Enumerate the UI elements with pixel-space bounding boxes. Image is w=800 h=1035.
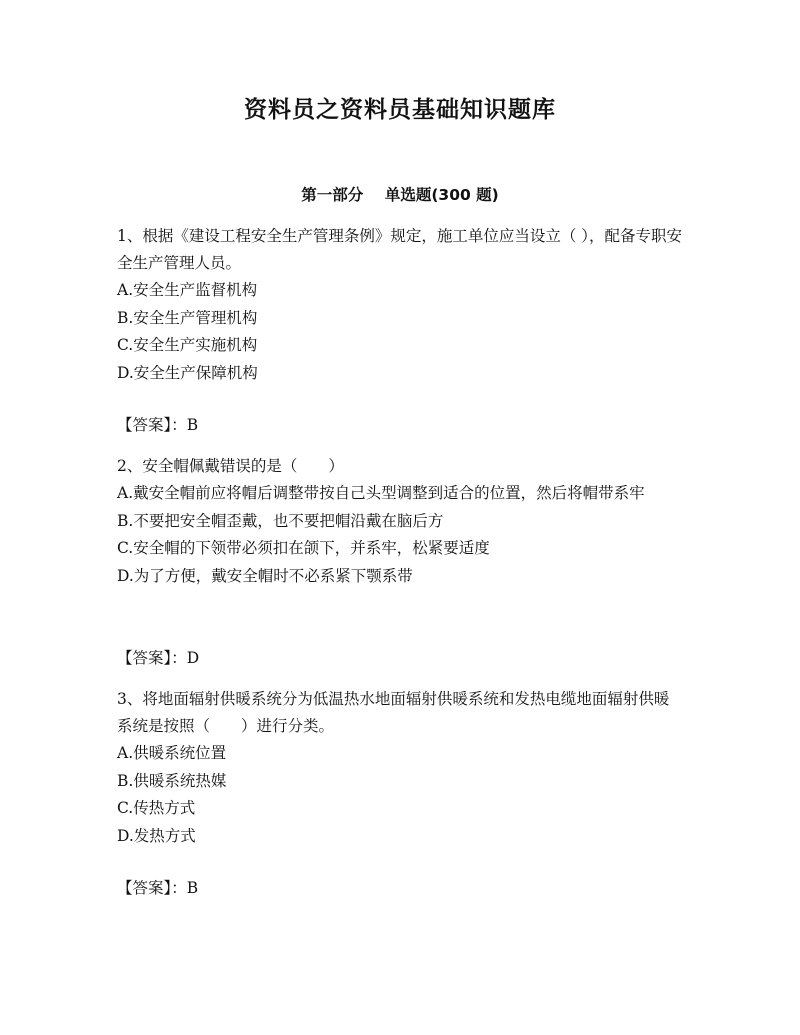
option-d: D.安全生产保障机构 bbox=[117, 363, 258, 382]
option-c: C.安全帽的下领带必须扣在颌下，并系牢，松紧要适度 bbox=[117, 539, 490, 557]
option-d: D.发热方式 bbox=[117, 826, 196, 845]
option-b: B.供暖系统热媒 bbox=[117, 771, 227, 790]
option-d: D.为了方便，戴安全帽时不必系紧下颚系带 bbox=[117, 566, 413, 585]
section-title: 第一部分 单选题(300 题) bbox=[301, 186, 499, 204]
option-b: B.安全生产管理机构 bbox=[117, 308, 258, 327]
answer-2: 【答案】：D bbox=[117, 649, 200, 667]
answer-1: 【答案】：B bbox=[117, 416, 199, 434]
question-stem: 3、将地面辐射供暖系统分为低温热水地面辐射供暖系统和发热电缆地面辐射供暖系统是按照（ ）进行分类。 bbox=[117, 690, 670, 735]
question-3 bbox=[117, 686, 683, 850]
option-b: B.不要把安全帽歪戴，也不要把帽沿戴在脑后方 bbox=[117, 511, 444, 530]
option-a: A.安全生产监督机构 bbox=[117, 281, 258, 299]
question-2 bbox=[117, 453, 683, 590]
question-1 bbox=[117, 223, 683, 387]
answer-3: 【答案】：B bbox=[117, 879, 199, 897]
option-a: A.供暖系统位置 bbox=[117, 744, 227, 762]
question-stem: 1、根据《建设工程安全生产管理条例》规定，施工单位应当设立（ ），配备专职安全生产管理人员。 bbox=[117, 227, 683, 272]
question-stem: 2、安全帽佩戴错误的是（ ） bbox=[117, 457, 344, 475]
document-title: 资料员之资料员基础知识题库 bbox=[244, 97, 556, 123]
option-c: C.传热方式 bbox=[117, 799, 196, 817]
option-c: C.安全生产实施机构 bbox=[117, 336, 258, 354]
option-a: A.戴安全帽前应将帽后调整带按自己头型调整到适合的位置，然后将帽带系牢 bbox=[117, 484, 645, 502]
